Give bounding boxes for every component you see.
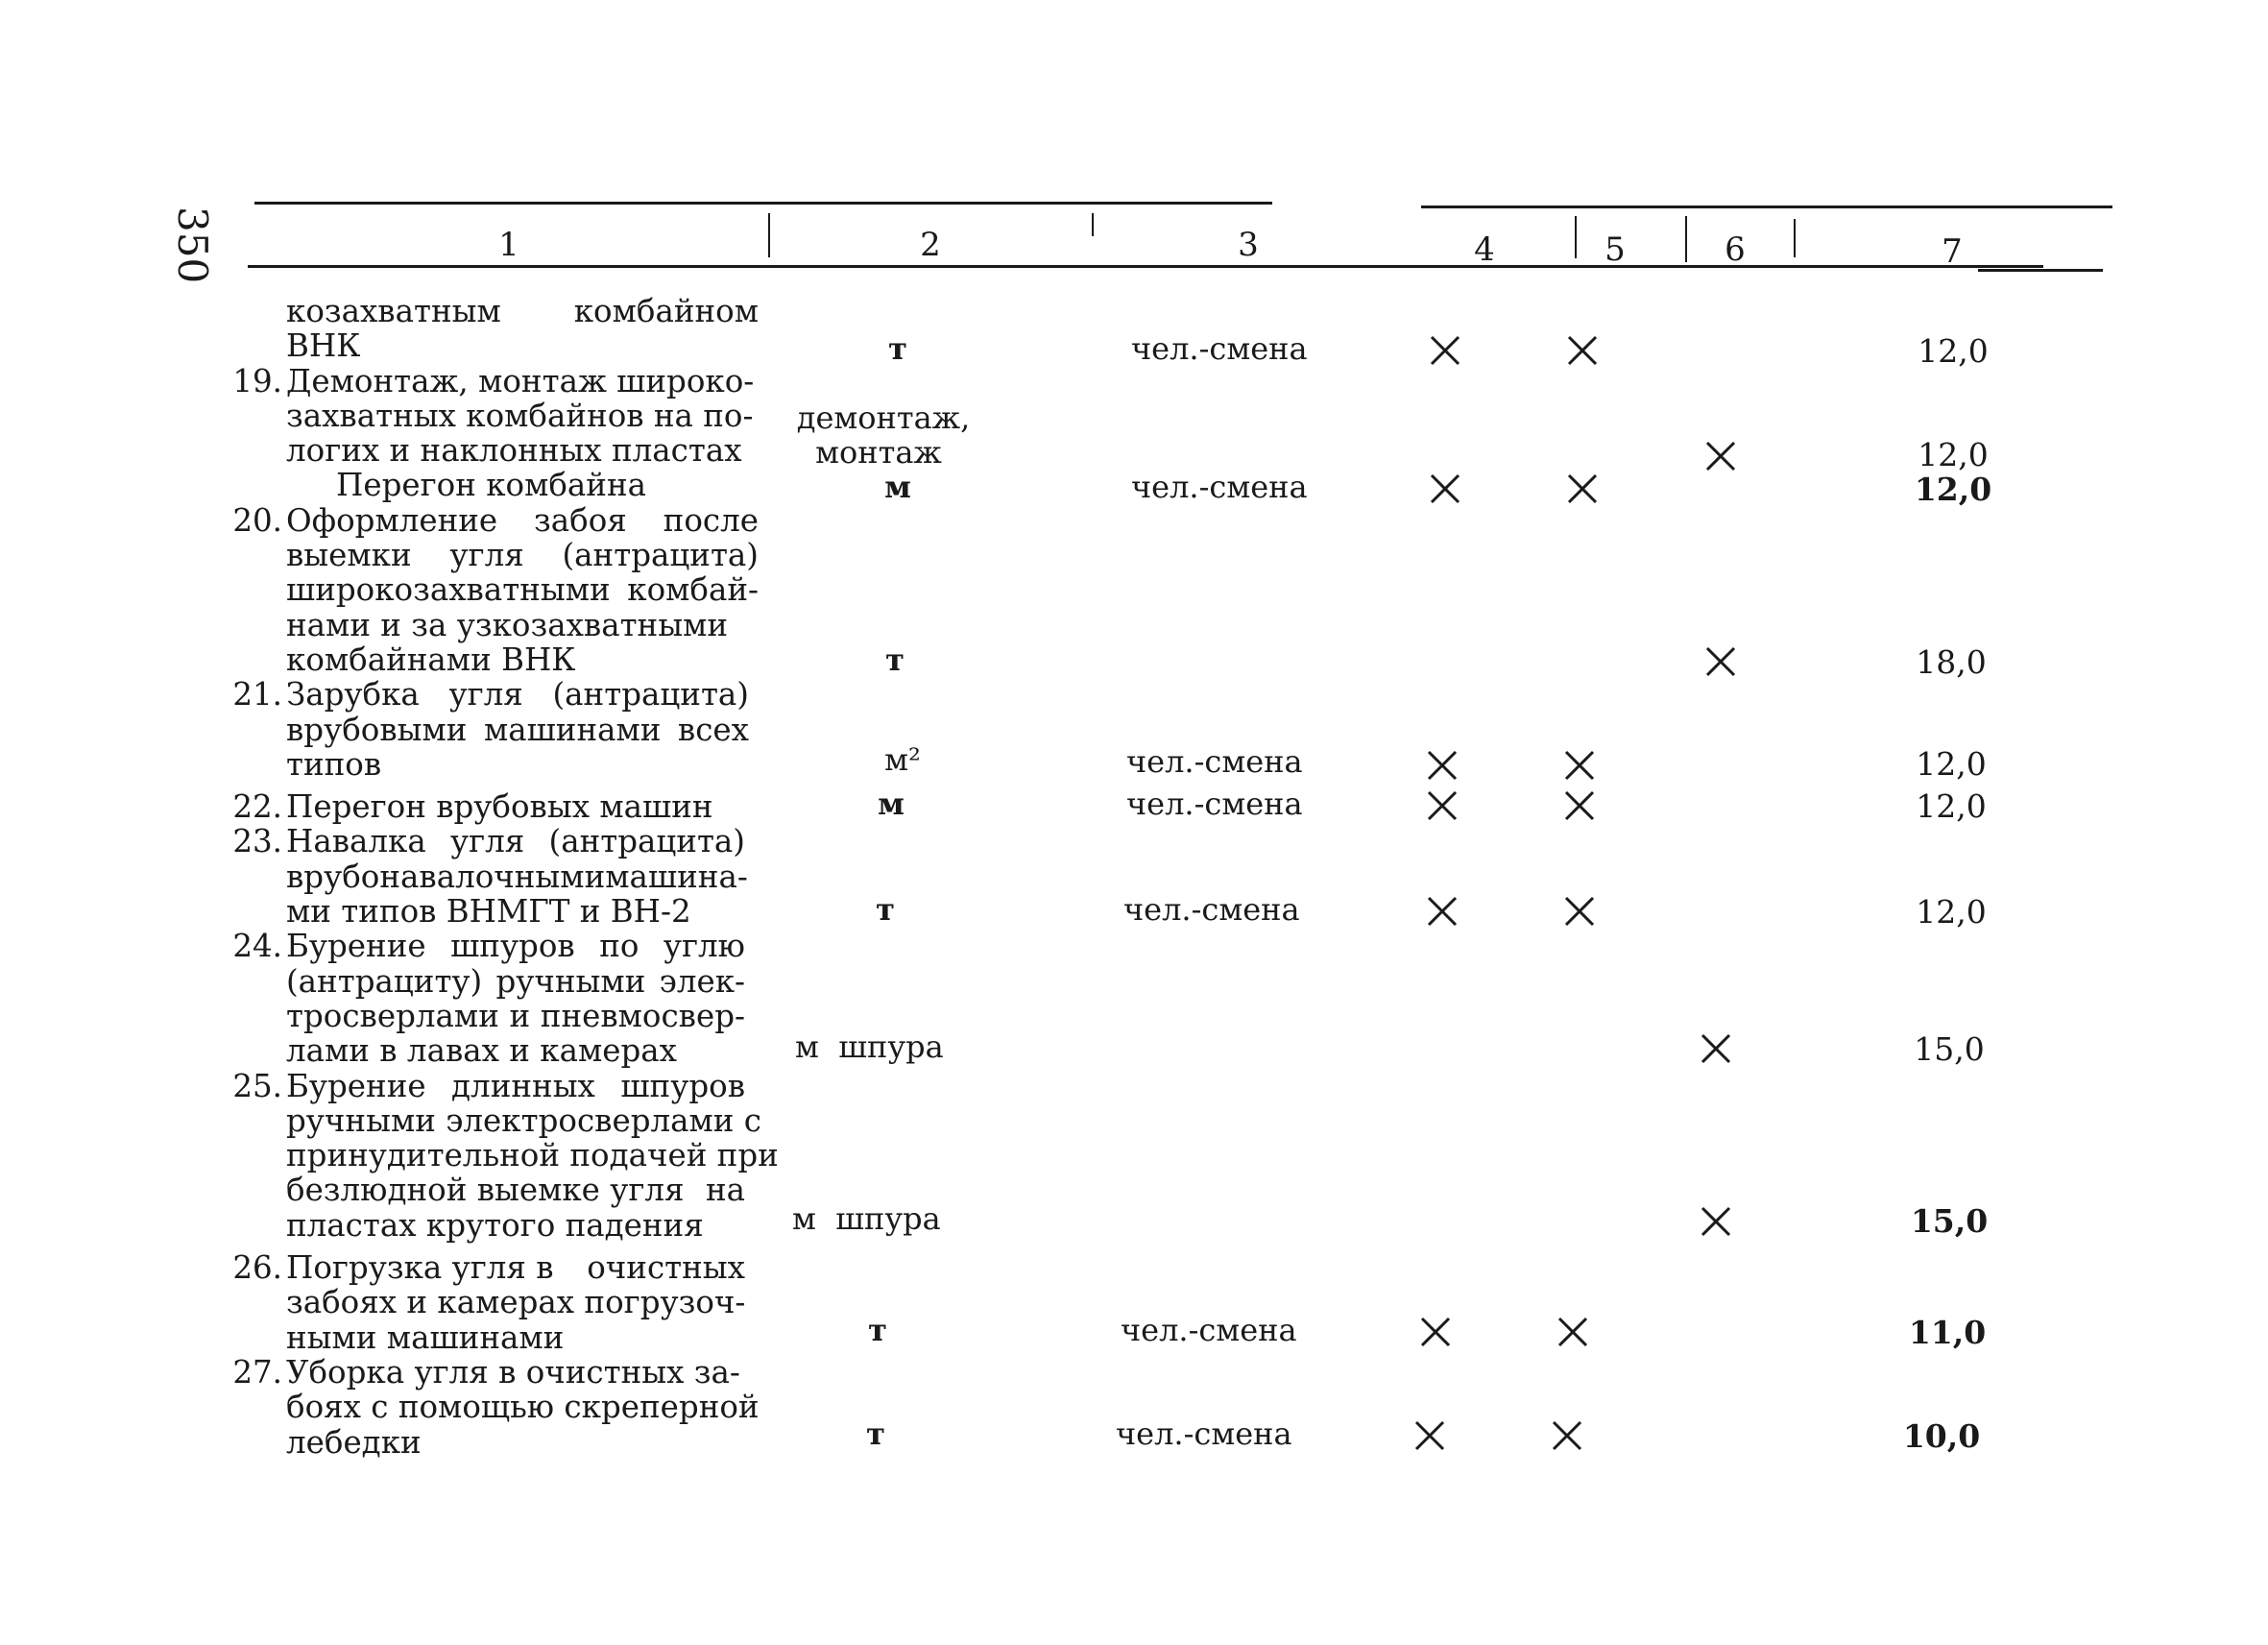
desc-line [221,677,759,712]
item-number: 21. [232,676,282,714]
value-cell: 12,0 [1914,471,1992,508]
header-separator [1092,213,1094,236]
desc-line [221,824,759,859]
cross-mark-icon [1419,1316,1452,1348]
desc-line [221,538,759,572]
word: угля [449,537,524,574]
desc-line [221,713,759,747]
cross-mark-icon [1566,334,1599,367]
word: безлюдной выемке угля [286,1172,685,1209]
word: Бурение [286,1067,426,1104]
value-cell: 12,0 [1918,332,1989,370]
measure-cell: чел.-смена [1121,1312,1297,1348]
word: углю [663,928,745,965]
word: элек- [659,962,745,1000]
word: по [599,928,639,965]
word: после [663,501,759,539]
cross-mark-icon [1563,895,1596,928]
desc-line [221,999,759,1033]
unit-cell: т [888,330,907,367]
desc-line: ными машинами [286,1318,565,1356]
unit-cell: м [878,786,905,822]
value-cell: 10,0 [1902,1417,1981,1455]
work-descriptions [221,293,779,1461]
value-cell: 15,0 [1914,1030,1985,1068]
item-number: 22. [232,788,282,826]
desc-line [221,859,759,894]
desc-line: забоях и камерах погрузоч- [286,1284,746,1321]
item-number: 27. [232,1353,282,1391]
header-separator [1794,219,1796,257]
cross-mark-icon [1413,1419,1446,1452]
word: на [705,1172,745,1209]
word: Бурение [286,928,426,965]
desc-line [221,503,759,538]
desc-text: Демонтаж, монтаж широко- [286,362,755,399]
value-cell: 12,0 [1918,436,1989,473]
unit-cell: монтаж [815,434,942,471]
column-header-2: 2 [920,226,941,264]
word: врубонавалочными [286,858,606,895]
cross-mark-icon [1426,749,1459,782]
unit-cell: т [885,641,905,678]
value-cell: 12,0 [1916,893,1987,931]
word: врубовыми [286,711,468,748]
desc-line [221,364,759,399]
unit-cell: т [866,1415,885,1452]
word: длинных [451,1067,595,1104]
desc-line: лами в лавах и камерах [286,1032,677,1070]
word: Погрузка угля в [286,1249,554,1287]
word: забоя [534,501,627,539]
item-number: 20. [232,501,282,539]
desc-line: Перегон комбайна [336,467,647,504]
cross-mark-icon [1556,1316,1589,1348]
column-header-4: 4 [1474,230,1495,269]
word: (антрацита) [548,823,745,860]
value-cell: 11,0 [1908,1314,1987,1351]
desc-line [221,789,759,824]
cross-mark-icon [1551,1419,1583,1452]
desc-line: ми типов ВНМГТ и ВН-2 [286,893,691,931]
desc-line: пластах крутого падения [286,1206,704,1244]
column-header-7: 7 [1942,232,1963,271]
page-number: 350 [169,206,216,284]
desc-line: комбайнами ВНК [286,641,576,678]
desc-line: нами и за узкозахватными [286,606,729,643]
header-separator [1575,216,1577,258]
word: шпуров [450,928,575,965]
word: козахватным [286,293,501,329]
unit-cell: м [884,469,911,505]
word: выемки [286,537,412,574]
word: Оформление [286,501,498,539]
desc-line: лебедки [286,1423,422,1461]
word: угля [449,823,525,860]
desc-line: ручными электросверлами с [286,1101,761,1139]
word: Зарубка [286,676,420,714]
desc-line [221,964,759,999]
desc-line: типов [286,745,382,783]
column-header-1: 1 [498,226,519,264]
cross-mark-icon [1429,472,1461,505]
unit-cell: м² [884,741,921,778]
header-separator [1685,216,1687,262]
measure-cell: чел.-смена [1116,1415,1292,1452]
measure-cell: чел.-смена [1123,891,1300,928]
header-bottom-rule-end [1978,269,2103,272]
item-number: 23. [232,823,282,860]
desc-text: Уборка угля в очистных за- [286,1353,740,1391]
cross-mark-icon [1426,895,1459,928]
cross-mark-icon [1429,334,1461,367]
desc-line: захватных комбайнов на по- [286,397,754,434]
desc-text: Перегон врубовых машин [286,788,713,826]
cross-mark-icon [1704,440,1737,472]
word: Навалка [286,823,426,860]
cross-mark-icon [1566,472,1599,505]
value-cell: 12,0 [1916,745,1987,783]
item-number: 24. [232,928,282,965]
desc-line [221,572,759,607]
desc-line [221,1173,759,1207]
word: пневмосвер- [540,997,745,1034]
desc-line: принудительной подачей при [286,1137,779,1174]
unit-cell: м шпура [795,1028,944,1065]
column-header-6: 6 [1725,230,1746,269]
cross-mark-icon [1700,1205,1732,1238]
desc-line: ВНК [286,327,361,365]
value-cell: 18,0 [1916,643,1987,681]
item-number: 25. [232,1067,282,1104]
unit-cell: демонтаж, [796,399,971,436]
unit-cell: т [876,891,895,928]
cross-mark-icon [1563,749,1596,782]
measure-cell: чел.-смена [1126,786,1303,822]
cross-mark-icon [1704,645,1737,678]
desc-line [221,1069,759,1103]
cross-mark-icon [1563,789,1596,822]
value-cell: 12,0 [1916,787,1987,825]
word: (антрациту) [286,962,483,1000]
cross-mark-icon [1426,789,1459,822]
measure-cell: чел.-смена [1126,743,1303,780]
desc-line: логих и наклонных пластах [286,432,742,470]
word: машинами [483,711,662,748]
word: и [509,997,531,1034]
item-number: 19. [232,362,282,399]
word: (антрацита) [562,537,759,574]
value-cell: 15,0 [1910,1202,1989,1240]
unit-cell: т [868,1312,887,1348]
header-top-rule [254,202,1272,205]
word: угля [448,676,523,714]
header-top-rule-right [1421,206,2112,208]
measure-cell: чел.-смена [1131,469,1308,505]
desc-line [221,1250,759,1285]
word: комбайном [573,293,759,329]
column-header-3: 3 [1238,226,1259,264]
cross-mark-icon [1700,1032,1732,1065]
desc-line [221,929,759,963]
unit-cell: м шпура [792,1200,941,1237]
item-number: 26. [232,1249,282,1287]
desc-line [221,294,759,328]
word: комбай- [627,571,759,609]
desc-line: боях с помощью скреперной [286,1389,760,1426]
header-bottom-rule [248,265,2043,268]
desc-line [221,1355,759,1390]
word: ручными [495,962,646,1000]
header-separator [768,213,770,257]
word: машина- [605,858,748,895]
column-header-5: 5 [1604,230,1626,269]
word: шпуров [620,1067,745,1104]
word: всех [677,711,749,748]
measure-cell: чел.-смена [1131,330,1308,367]
word: очистных [587,1249,745,1287]
word: тросверлами [286,997,499,1034]
word: (антрацита) [552,676,749,714]
word: широкозахватными [286,571,611,609]
